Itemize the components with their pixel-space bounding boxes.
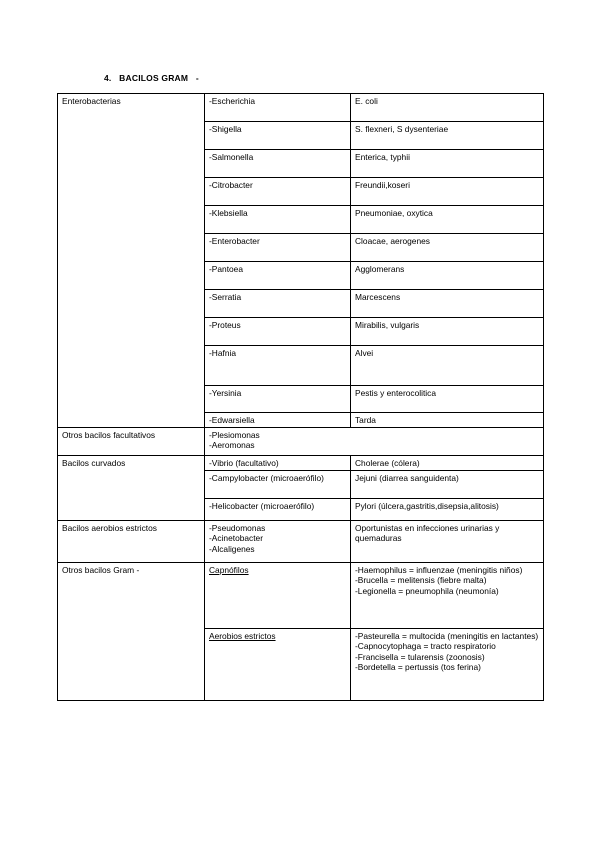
group-cell: Otros bacilos facultativos (58, 427, 205, 455)
species-cell: Mirabilis, vulgaris (351, 318, 544, 346)
species-cell: Alvei (351, 346, 544, 386)
group-cell: Bacilos aerobios estrictos (58, 520, 205, 562)
species-cell: Oportunistas en infecciones urinarias y quemaduras (351, 520, 544, 562)
genus-cell: -Hafnia (205, 346, 351, 386)
genus-cell: -Serratia (205, 290, 351, 318)
species-line: -Bordetella = pertussis (tos ferina) (355, 662, 481, 672)
species-cell: E. coli (351, 94, 544, 122)
species-line: -Francisella = tularensis (zoonosis) (355, 651, 485, 662)
group-cell: Bacilos curvados (58, 455, 205, 520)
species-cell: Jejuni (diarrea sanguidenta) (351, 470, 544, 498)
species-line: -Haemophilus = influenzae (meningitis niños) (355, 564, 523, 575)
species-line: -Pasteurella = multocida (meningitis en lactantes) (355, 630, 539, 641)
genus-cell: -Helicobacter (microaerófilo) (205, 498, 351, 520)
genus-cell: -Escherichia (205, 94, 351, 122)
species-cell (351, 628, 544, 700)
species-line: -Brucella = melitensis (fiebre malta) (355, 575, 487, 585)
genus-cell: -Klebsiella (205, 206, 351, 234)
species-cell: Marcescens (351, 290, 544, 318)
species-cell: Freundii,koseri (351, 178, 544, 206)
species-cell: Pylori (úlcera,gastritis,disepsia,alitosis) (351, 498, 544, 520)
genus-cell: -Enterobacter (205, 234, 351, 262)
species-cell: Agglomerans (351, 262, 544, 290)
genus-text: -Campylobacter (microaerófilo) (209, 472, 324, 483)
genus-line: -Aeromonas (209, 440, 255, 450)
bacteria-table (57, 93, 544, 701)
genus-cell: -Citrobacter (205, 178, 351, 206)
species-cell: S. flexneri, S dysenteriae (351, 122, 544, 150)
genus-cell: -Shigella (205, 122, 351, 150)
genus-line: -Plesiomonas (209, 429, 260, 440)
subgroup-cell (205, 628, 351, 700)
species-cell: Cholerae (cólera) (351, 455, 544, 470)
genus-cell: -Yersinia (205, 386, 351, 413)
genus-cell (205, 470, 351, 498)
genus-cell: -Pantoea (205, 262, 351, 290)
species-line: -Legionella = pneumophila (neumonía) (355, 585, 499, 596)
species-cell: Pestis y enterocolitica (351, 386, 544, 413)
species-cell: Cloacae, aerogenes (351, 234, 544, 262)
species-cell: Tarda (351, 413, 544, 428)
genus-cell: -Vibrio (facultativo) (205, 455, 351, 470)
table-row (58, 562, 544, 628)
subgroup-label: Capnófilos (209, 564, 249, 575)
species-cell (351, 562, 544, 628)
genus-cell: -Edwarsiella (205, 413, 351, 428)
group-cell: Otros bacilos Gram - (58, 562, 205, 700)
genus-line: -Alcaligenes (209, 543, 255, 554)
table-row (58, 427, 544, 455)
genus-cell: -Salmonella (205, 150, 351, 178)
table-row (58, 520, 544, 562)
genus-cell (205, 520, 351, 562)
genus-cell: -Proteus (205, 318, 351, 346)
genus-line: -Acinetobacter (209, 533, 263, 543)
genus-line: -Pseudomonas (209, 522, 266, 533)
species-cell: Enterica, typhii (351, 150, 544, 178)
table-row (58, 94, 544, 122)
subgroup-cell (205, 562, 351, 628)
species-cell: Pneumoniae, oxytica (351, 206, 544, 234)
genus-cell (205, 427, 544, 455)
table-row (58, 455, 544, 470)
section-heading: 4. BACILOS GRAM - (104, 73, 199, 83)
subgroup-label: Aerobios estrictos (209, 630, 276, 641)
species-line: -Capnocytophaga = tracto respiratorio (355, 641, 496, 651)
group-cell: Enterobacterias (58, 94, 205, 428)
